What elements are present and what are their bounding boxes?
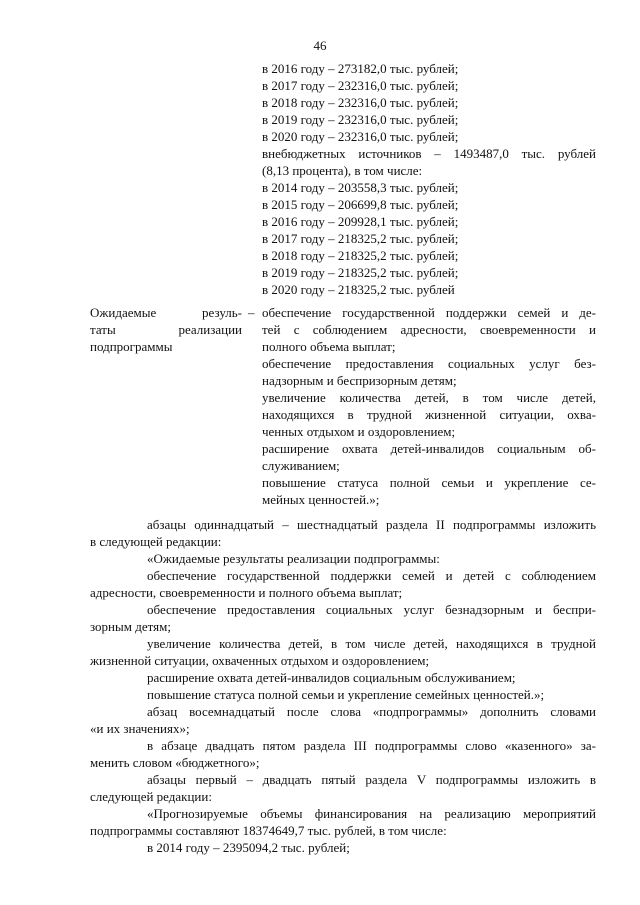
paragraph-line: абзацы одиннадцатый – шестнадцатый раздела II подпрограммы изложить [147,517,596,532]
result-line: служиванием; [262,458,340,473]
result-line: расширение охвата детей-инвалидов социальным об- [262,441,596,456]
funding-line: внебюджетных источников – 1493487,0 тыс. рублей [262,146,596,161]
result-line: тей с соблюдением адресности, своевременности и [262,322,596,337]
result-line: полного объема выплат; [262,339,396,354]
paragraph-line: жизненной ситуации, охваченных отдыхом и оздоровлением; [90,653,430,668]
funding-line: в 2018 году – 232316,0 тыс. рублей; [262,95,459,110]
paragraph-line: следующей редакции: [90,789,212,804]
amendment-text [90,516,596,856]
paragraph-line: подпрограммы составляют 18374649,7 тыс. рублей, в том числе: [90,823,447,838]
paragraph-line: обеспечение предоставления социальных услуг безнадзорным и беспри- [147,602,596,617]
funding-line: в 2015 году – 206699,8 тыс. рублей; [262,197,459,212]
results-dash: – [248,305,255,320]
result-line: надзорным и беспризорным детям; [262,373,457,388]
label-line: Ожидаемые резуль- [90,305,242,320]
funding-line: в 2014 году – 203558,3 тыс. рублей; [262,180,459,195]
funding-line: в 2020 году – 232316,0 тыс. рублей; [262,129,459,144]
paragraph-line: менить словом «бюджетного»; [90,755,260,770]
result-line: обеспечение предоставления социальных услуг без- [262,356,596,371]
paragraph-line: абзацы первый – двадцать пятый раздела V подпрограммы изложить в [147,772,596,787]
result-line: повышение статуса полной семьи и укрепление се- [262,475,596,490]
paragraph-line: расширение охвата детей-инвалидов социальным обслуживанием; [147,670,516,685]
expected-results-label [90,304,242,355]
paragraph-line: «и их значениях»; [90,721,190,736]
result-line: увеличение количества детей, в том числе детей, [262,390,596,405]
paragraph-line: зорным детям; [90,619,171,634]
funding-line: в 2016 году – 209928,1 тыс. рублей; [262,214,459,229]
funding-line: в 2019 году – 218325,2 тыс. рублей; [262,265,459,280]
paragraph-line: увеличение количества детей, в том числе детей, находящихся в трудной [147,636,596,651]
funding-line: в 2016 году – 273182,0 тыс. рублей; [262,61,459,76]
result-line: обеспечение государственной поддержки семей и де- [262,305,596,320]
page-number: 46 [313,38,327,53]
paragraph-line: в 2014 году – 2395094,2 тыс. рублей; [147,840,350,855]
funding-line: в 2019 году – 232316,0 тыс. рублей; [262,112,459,127]
paragraph-line: повышение статуса полной семьи и укрепление семейных ценностей.»; [147,687,545,702]
expected-results-list [262,304,596,508]
label-line: подпрограммы [90,339,173,354]
paragraph-line: в абзаце двадцать пятом раздела III подпрограммы слово «казенного» за- [147,738,596,753]
funding-line: (8,13 процента), в том числе: [262,163,423,178]
funding-line: в 2017 году – 232316,0 тыс. рублей; [262,78,459,93]
paragraph-line: «Ожидаемые результаты реализации подпрограммы: [147,551,440,566]
funding-line: в 2020 году – 218325,2 тыс. рублей [262,282,455,297]
paragraph-line: «Прогнозируемые объемы финансирования на реализацию мероприятий [147,806,596,821]
result-line: находящихся в трудной жизненной ситуации, охва- [262,407,596,422]
result-line: ченных отдыхом и оздоровлением; [262,424,456,439]
funding-line: в 2018 году – 218325,2 тыс. рублей; [262,248,459,263]
paragraph-line: абзац восемнадцатый после слова «подпрограммы» дополнить словами [147,704,596,719]
funding-line: в 2017 году – 218325,2 тыс. рублей; [262,231,459,246]
paragraph-line: в следующей редакции: [90,534,222,549]
result-line: мейных ценностей.»; [262,492,380,507]
funding-sources-block [262,60,596,298]
label-line: таты реализации [90,322,242,337]
paragraph-line: обеспечение государственной поддержки семей и детей с соблюдением [147,568,596,583]
paragraph-line: адресности, своевременности и полного объема выплат; [90,585,403,600]
